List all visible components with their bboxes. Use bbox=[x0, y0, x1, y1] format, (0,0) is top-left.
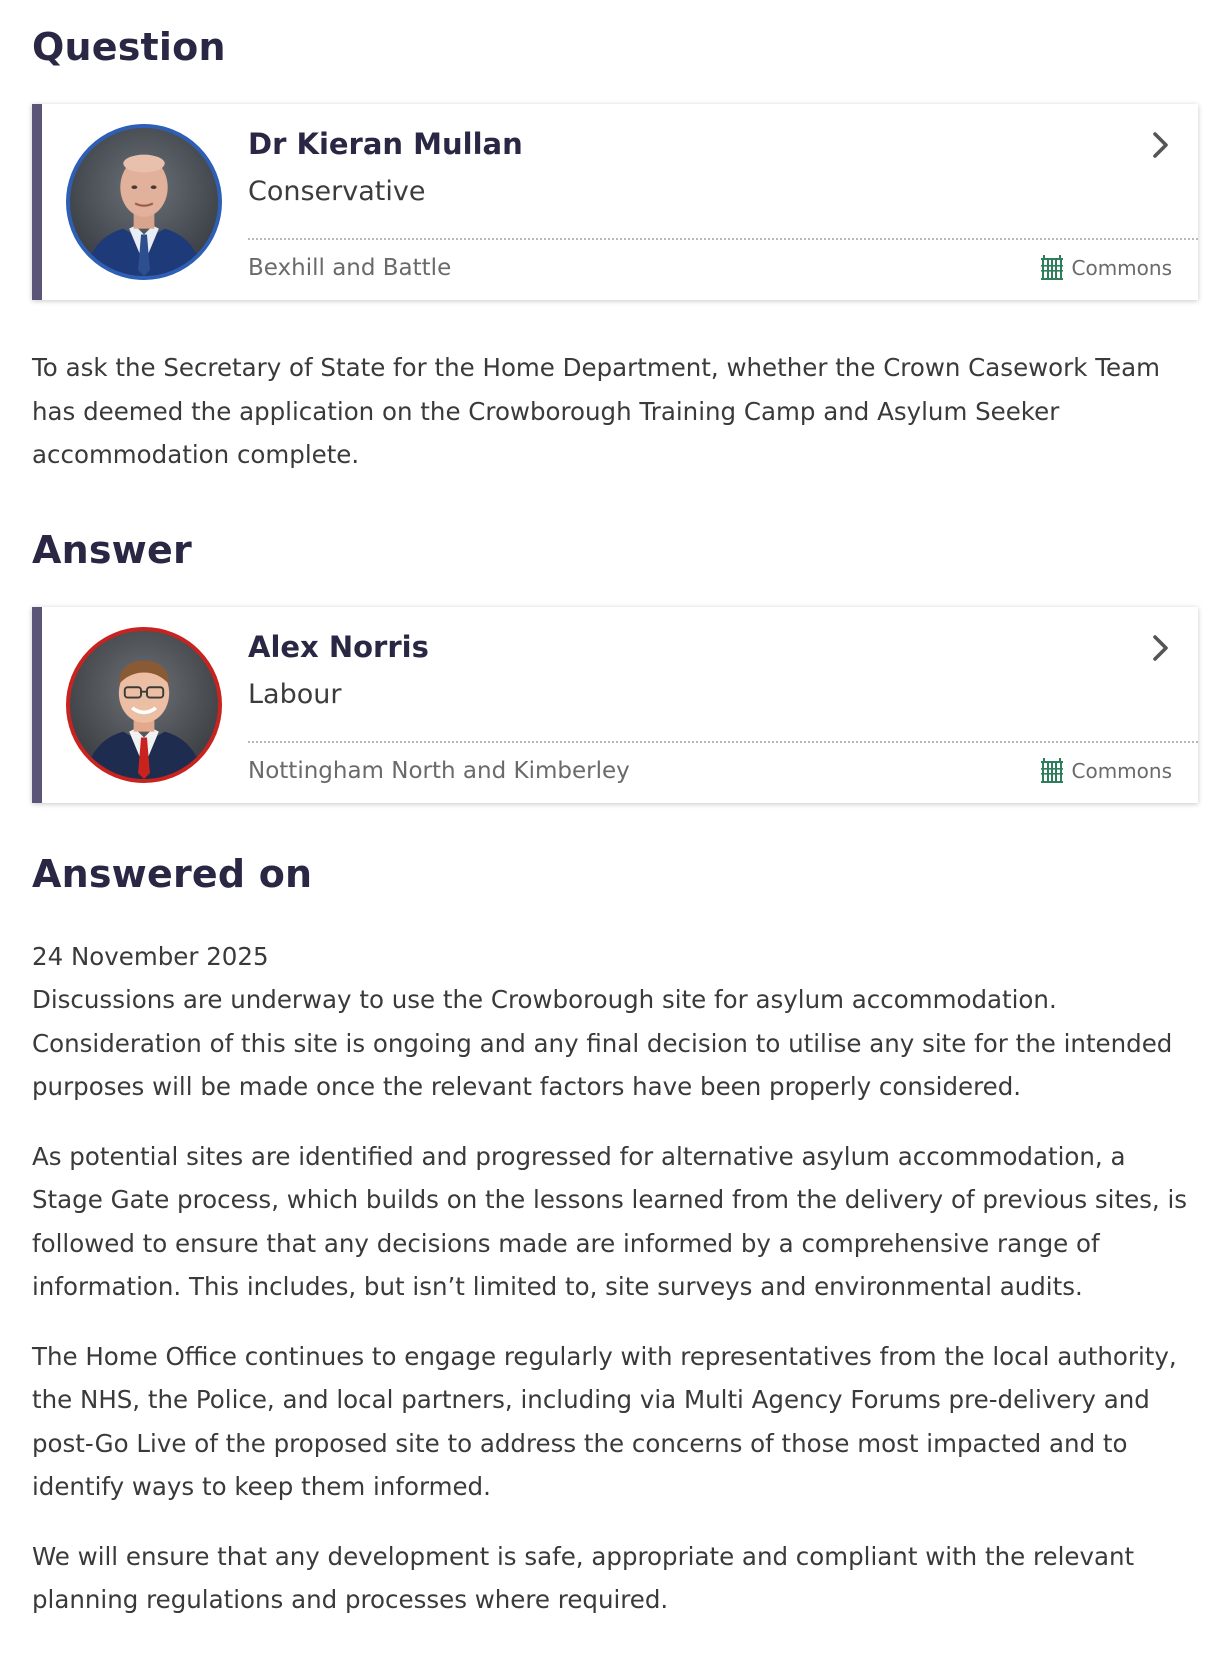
answer-date: 24 November 2025 bbox=[32, 941, 269, 971]
chevron-right-icon[interactable] bbox=[1150, 631, 1172, 665]
house-label-text: Commons bbox=[1071, 758, 1172, 783]
question-member-card[interactable] bbox=[32, 104, 1198, 300]
answer-heading: Answer bbox=[32, 527, 192, 572]
house-label-text: Commons bbox=[1071, 256, 1172, 280]
answer-paragraph: The Home Office continues to engage regularly with representatives from the local authority, the NHS, the Police, and local partners, including via Multi Agency Forums pre-delivery and post-Go Live of the proposed site to address the concerns of those most impacted and to identify ways to keep them informed. bbox=[32, 1341, 1177, 1501]
house-label bbox=[1040, 254, 1173, 282]
card-divider bbox=[248, 238, 1198, 240]
answer-member-card[interactable] bbox=[32, 607, 1198, 803]
member-portrait-alex-norris bbox=[66, 627, 222, 783]
question-heading: Question bbox=[32, 25, 226, 69]
member-name[interactable]: Dr Kieran Mullan bbox=[248, 127, 523, 161]
member-name[interactable]: Alex Norris bbox=[248, 629, 429, 664]
answer-paragraph: We will ensure that any development is safe, appropriate and compliant with the relevant planning regulations and processes where required. bbox=[32, 1541, 1135, 1614]
member-party: Conservative bbox=[248, 176, 426, 207]
member-party: Labour bbox=[248, 678, 342, 710]
member-constituency: Nottingham North and Kimberley bbox=[248, 757, 630, 784]
question-text: To ask the Secretary of State for the Home Department, whether the Crown Casework Team has deemed the application on the Crowborough Training Camp and Asylum Seeker accommodation complete. bbox=[32, 353, 1160, 469]
house-label bbox=[1040, 757, 1173, 785]
card-divider bbox=[248, 741, 1198, 743]
portcullis-icon bbox=[1040, 758, 1064, 784]
chevron-right-icon[interactable] bbox=[1150, 128, 1172, 162]
answered-on-heading: Answered on bbox=[32, 851, 313, 896]
answer-paragraph: As potential sites are identified and progressed for alternative asylum accommodation, a Stage Gate process, which builds on the lessons learned from the delivery of previous sites, is followed to ensure that any decisions made are informed by a comprehensive range of information. This includes, but isn’t limited to, site surveys and environmental audits. bbox=[32, 1141, 1188, 1301]
answer-paragraph: Discussions are underway to use the Crowborough site for asylum accommodation. Consideration of this site is ongoing and any final decision to utilise any site for the intended purposes will be made once the relevant factors have been properly considered. bbox=[32, 985, 1173, 1101]
member-portrait-kieran-mullan bbox=[66, 124, 222, 280]
member-constituency: Bexhill and Battle bbox=[248, 255, 452, 281]
portcullis-icon bbox=[1040, 255, 1064, 281]
